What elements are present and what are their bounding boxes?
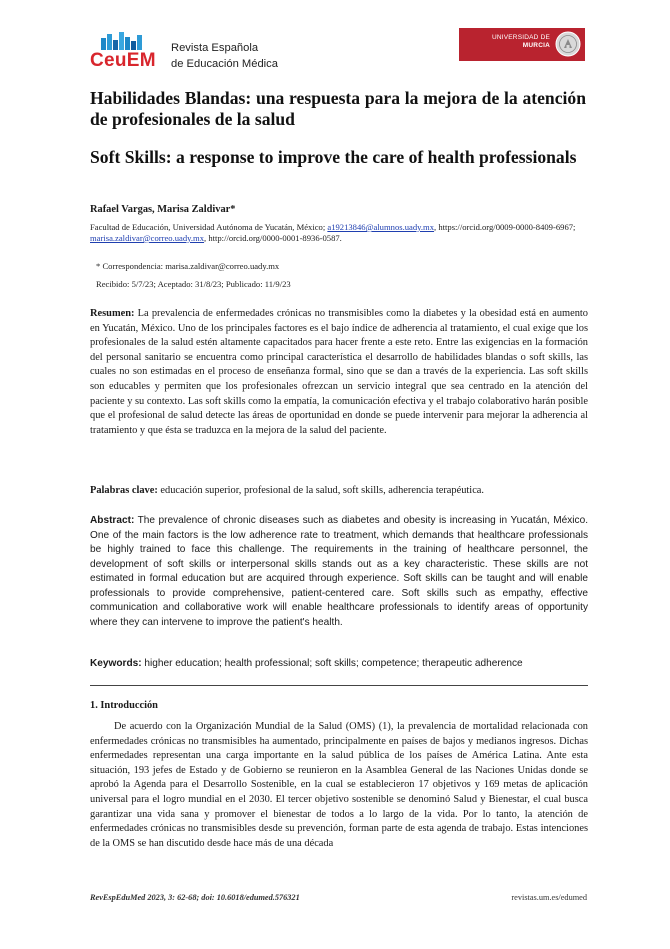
keywords-text: educación superior, profesional de la salud, soft skills, adherencia terapéutica.: [157, 485, 485, 496]
university-logo: [459, 28, 585, 61]
university-line2: MURCIA: [522, 42, 550, 49]
university-line1: UNIVERSIDAD DE: [491, 34, 550, 41]
footer-citation: RevEspEduMed 2023, 3: 62-68; doi: 10.6018/edumed.576321: [90, 893, 300, 902]
abstract-english: [90, 514, 588, 630]
journal-name-line2: de Educación Médica: [171, 57, 278, 70]
keywords-label: Palabras clave:: [90, 485, 158, 496]
journal-name: [171, 41, 278, 72]
authors: Rafael Vargas, Marisa Zaldivar*: [90, 204, 236, 215]
abstract-text: La prevalencia de enfermedades crónicas no transmisibles como la diabetes y la obesidad está en aumento en Yucatán, México. Uno de los principales factores es el bajo índice de adherencia al tratamiento, el cual exige que los profesionales de la salud estén altamente capacitados para hacer frente a este reto. Entre las exigencias en la formación del personal sanitario se encuentra como principal característica el desarrollo de habilidades blandas o soft skills, las cuales no son estimadas en el proceso de enseñanza formal, sino que se dan a través de la experiencia. Las soft skills son educables y permiten que los profesionales ofrezcan un servicio integral que sea centrado en la atención del paciente y su contexto. Las soft skills como la empatía, la comunicación efectiva y el trabajo colaborativo harán posible que el profesional de salud detecte las áreas de oportunidad en donde se puede intervenir para mejorar la adherencia al tratamiento y que ésta se traduzca en la mejora de la salud del paciente.: [90, 308, 588, 436]
section-divider: [90, 685, 588, 686]
abstract-en-label: Abstract:: [90, 515, 135, 526]
author1-email-link[interactable]: a19213846@alumnos.uady.mx: [327, 222, 435, 232]
affiliation-orcid1: , https://orcid.org/0009-0000-8409-6967;: [434, 222, 576, 232]
university-seal-icon: [555, 31, 581, 57]
publication-dates: Recibido: 5/7/23; Aceptado: 31/8/23; Publicado: 11/9/23: [96, 279, 291, 289]
keywords-spanish: [90, 484, 588, 499]
section-heading: 1. Introducción: [90, 700, 158, 711]
keywords-en-label: Keywords:: [90, 658, 142, 669]
introduction-paragraph: De acuerdo con la Organización Mundial de la Salud (OMS) (1), la prevalencia de mortalidad relacionada con enfermedades crónicas no transmisibles ha aumentado, principalmente en países de bajos y medianos ingresos. Dichas enfermedades representan una carga importante en la salud pública de los países de América Latina. Ante esta situación, 193 jefes de Estado y de Gobierno se reunieron en la Asamblea General de las Naciones Unidas donde se aprobó la Agenda para el Desarrollo Sostenible, en la cual se establecieron 17 objetivos y 169 metas de aplicación universal para el logro mundial en el 2030. El tercer objetivo sostenible se denominó Salud y Bienestar, el cual busca garantizar una vida sana y promover el bienestar de todos a lo largo de la vida. Por lo tanto, la atención de enfermedades crónicas no transmisibles desde su prevención, forman parte de esta agenda de trabajo. Estas intenciones de la OMS se han discutido desde hace más de una década: [90, 721, 588, 849]
footer-website: revistas.um.es/edumed: [511, 893, 587, 902]
affiliation-orcid2: , http://orcid.org/0000-0001-8936-0587.: [204, 232, 342, 243]
abstract-label: Resumen:: [90, 308, 135, 319]
affiliation-text: Facultad de Educación, Universidad Autónoma de Yucatán, México;: [90, 222, 328, 232]
ceuem-logo-graphic: [101, 30, 143, 50]
author2-email-link[interactable]: marisa.zaldivar@correo.uady.mx: [90, 232, 205, 243]
journal-name-line1: Revista Española: [171, 42, 259, 54]
affiliation: [90, 222, 588, 244]
keywords-english: [90, 657, 588, 672]
keywords-en-text: higher education; health professional; soft skills; competence; therapeutic adherence: [141, 658, 523, 669]
abstract-spanish: [90, 307, 588, 438]
logo-wordmark: CeuEM: [90, 50, 156, 71]
abstract-en-text: The prevalence of chronic diseases such as diabetes and obesity is increasing in Yucatán, México. One of the main factors is the low adherence rate to treatment, which demands that healthcare professionals be highly trained to face this challenge. The requirements in the training of healthcare personnel, the development of soft skills or interpersonal skills stands out as a key characteristic. These skills are not estimated in formal education but are acquired through experience. Soft skills can be taught and will enable professionals to provide comprehensive, patient-centered care. Soft skills such as empathy, effective communication and collaborative work will enable healthcare professionals to identify areas of opportunity where they can intervene to improve the patient's health.: [90, 515, 588, 628]
university-name: [492, 34, 550, 50]
correspondence: * Correspondencia: marisa.zaldivar@correo.uady.mx: [96, 261, 280, 271]
title-spanish: Habilidades Blandas: una respuesta para la mejora de la atención de profesionales de la salud: [90, 88, 586, 129]
title-english: Soft Skills: a response to improve the care of health professionals: [90, 147, 577, 167]
journal-logo: [90, 30, 340, 76]
